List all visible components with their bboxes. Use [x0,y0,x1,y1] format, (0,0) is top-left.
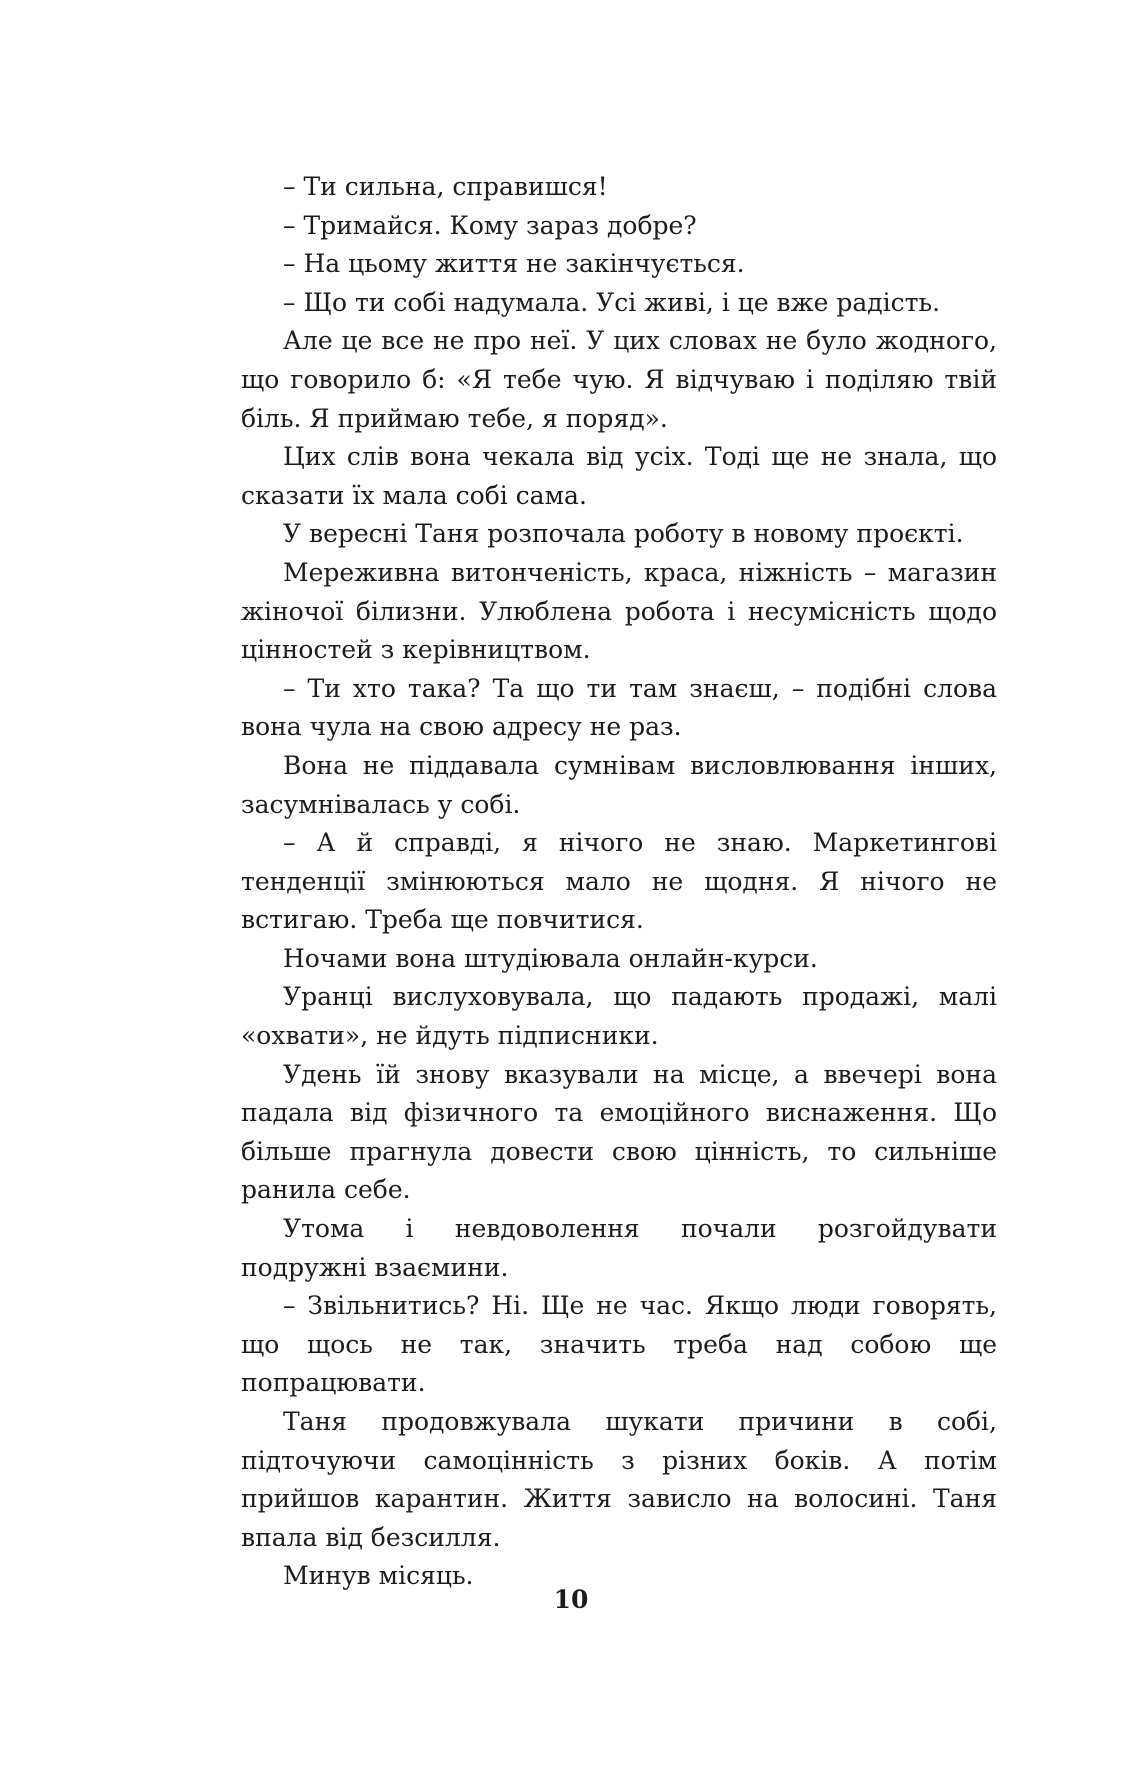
paragraph: – Ти сильна, справишся! [283,172,608,201]
paragraph: У вересні Таня розпочала роботу в новому проєкті. [283,519,964,549]
paragraph: – А й справді, я нічого не знаю. Маркетингові тенденції змінюються мало не щодня. Я нічого не встигаю. Треба ще повчитися. [241,828,997,935]
paragraph: – На цьому життя не закінчується. [283,249,745,279]
paragraph: Удень їй знову вказували на місце, а ввечері вона падала від фізичного та емоційного виснаження. Що більше прагнула довести свою цінність, то сильніше ранила себе. [241,1059,997,1205]
paragraph: – Ти хто така? Та що ти там знаєш, – подібні слова вона чула на свою адресу не раз. [241,673,997,742]
paragraph: Але це все не про неї. У цих словах не було жодного, що говорило б: «Я тебе чую. Я відчуваю і поділяю твій біль. Я приймаю тебе, я поряд». [241,326,997,433]
paragraph: Цих слів вона чекала від усіх. Тоді ще не знала, що сказати їх мала собі сама. [241,442,997,510]
paragraph: Ночами вона штудіювала онлайн-курси. [283,943,818,973]
page-number: 10 [553,1585,589,1614]
paragraph: Мереживна витонченість, краса, ніжність – магазин жіночої білизни. Улюблена робота і несумісність щодо цінностей з керівництвом. [241,557,997,665]
paragraph: Утома і невдоволення почали розгойдувати подружні взаємини. [241,1214,997,1282]
paragraph: – Тримайся. Кому зараз добре? [283,210,697,240]
paragraph: – Звільнитись? Ні. Ще не час. Якщо люди говорять, що щось не так, значить треба над собою ще попрацювати. [241,1291,997,1398]
body-text [241,168,997,1596]
paragraph: – Що ти собі надумала. Усі живі, і це вже радість. [283,287,941,317]
paragraph: Уранці вислуховувала, що падають продажі, малі «охвати», не йдуть підписники. [241,982,997,1051]
paragraph: Вона не піддавала сумнівам висловлювання інших, засумнівалась у собі. [241,750,997,819]
paragraph: Минув місяць. [283,1561,474,1591]
paragraph: Таня продовжувала шукати причини в собі, підточуючи самоцінність з різних боків. А потім прийшов карантин. Життя зависло на волосині. Таня впала від безсилля. [241,1407,997,1552]
